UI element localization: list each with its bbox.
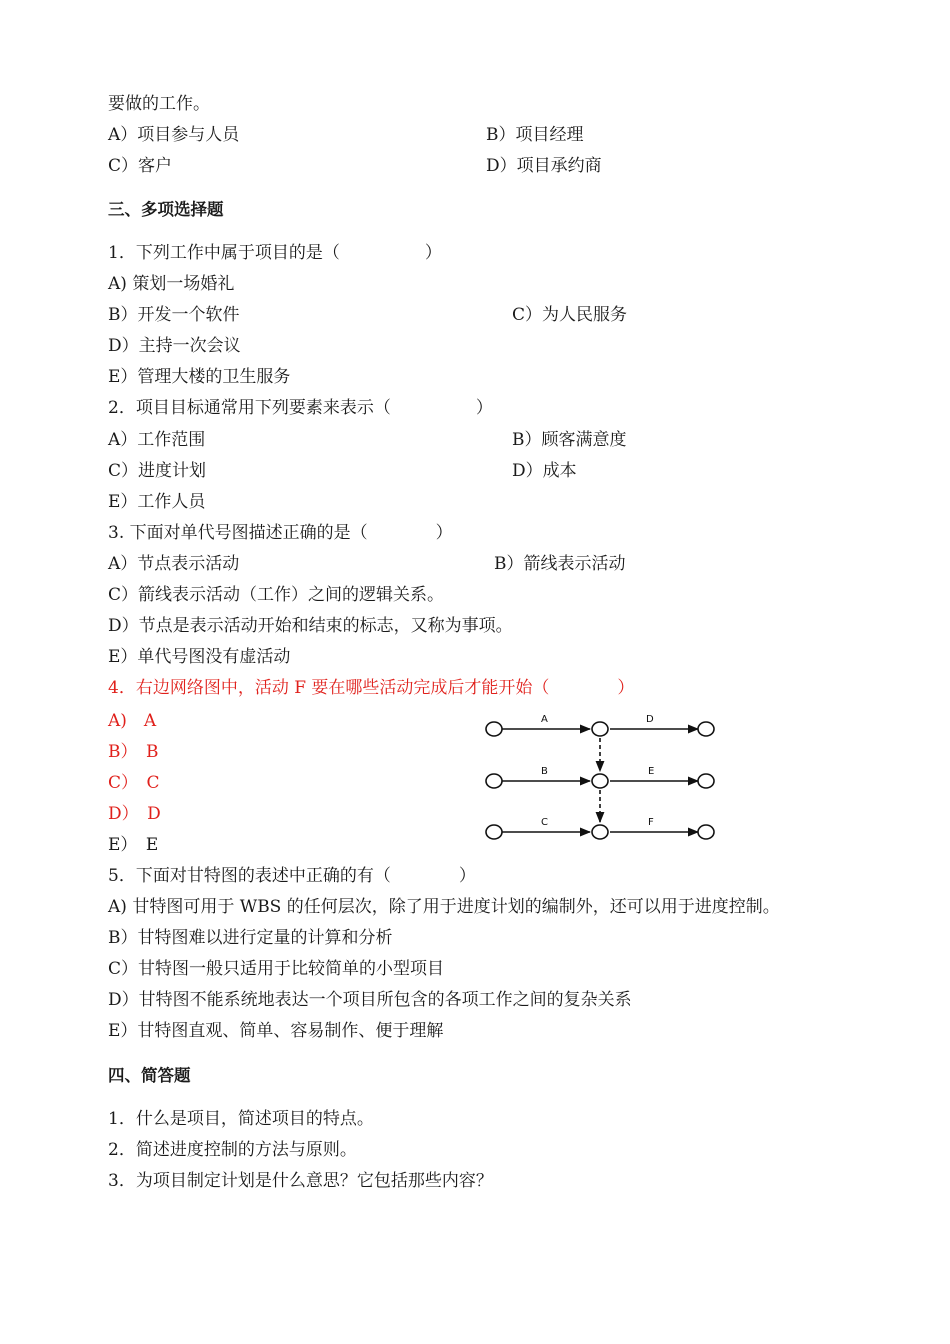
- q2-option-d: D）成本: [512, 461, 577, 481]
- node: [592, 774, 608, 788]
- prev-option-a: A）项目参与人员: [108, 125, 240, 145]
- q2-option-b: B）顾客满意度: [512, 430, 627, 450]
- q5-option-a: A) 甘特图可用于 WBS 的任何层次，除了用于进度计划的编制外，还可以用于进度控制。: [108, 897, 780, 917]
- q1-option-d: D）主持一次会议: [108, 336, 241, 356]
- q3-stem: 3. 下面对单代号图描述正确的是（ ）: [108, 523, 453, 543]
- q3-option-c: C）箭线表示活动（工作）之间的逻辑关系。: [108, 585, 445, 605]
- node: [486, 825, 502, 839]
- q1-option-c: C）为人民服务: [512, 305, 628, 325]
- node: [698, 774, 714, 788]
- q5-option-e: E）甘特图直观、简单、容易制作、便于理解: [108, 1021, 444, 1041]
- q5-option-d: D）甘特图不能系统地表达一个项目所包含的各项工作之间的复杂关系: [108, 990, 632, 1010]
- q3-option-a: A）节点表示活动: [108, 554, 240, 574]
- q4-option-d: D） D: [108, 804, 161, 824]
- q3-option-d: D）节点是表示活动开始和结束的标志，又称为事项。: [108, 616, 513, 636]
- prev-option-b: B）项目经理: [486, 125, 584, 145]
- q3-option-e: E）单代号图没有虚活动: [108, 647, 291, 667]
- prev-option-d: D）项目承约商: [486, 156, 602, 176]
- label-b: B: [541, 766, 548, 777]
- section4-title: 四、简答题: [108, 1066, 191, 1085]
- q2-option-e: E）工作人员: [108, 492, 206, 512]
- q5-option-b: B）甘特图难以进行定量的计算和分析: [108, 928, 393, 948]
- short-answer-1: 1．什么是项目，简述项目的特点。: [108, 1109, 374, 1129]
- q1-option-b: B）开发一个软件: [108, 305, 240, 325]
- q4-option-a: A) A: [108, 711, 157, 731]
- q2-option-c: C）进度计划: [108, 461, 207, 481]
- q1-stem: 1．下列工作中属于项目的是（ ）: [108, 243, 442, 263]
- q4-stem: 4．右边网络图中，活动 F 要在哪些活动完成后才能开始（ ）: [108, 678, 635, 698]
- q1-option-e: E）管理大楼的卫生服务: [108, 367, 291, 387]
- short-answer-2: 2．简述进度控制的方法与原则。: [108, 1140, 357, 1160]
- section3-title: 三、多项选择题: [108, 200, 224, 219]
- q5-stem: 5．下面对甘特图的表述中正确的有（ ）: [108, 866, 476, 886]
- prev-option-c: C）客户: [108, 156, 173, 176]
- q3-option-b: B）箭线表示活动: [494, 554, 626, 574]
- label-d: D: [646, 714, 654, 725]
- q4-option-c: C） C: [108, 773, 160, 793]
- label-a: A: [541, 714, 548, 725]
- node: [592, 825, 608, 839]
- node: [698, 825, 714, 839]
- label-c: C: [541, 817, 548, 828]
- label-e: E: [648, 766, 655, 777]
- q4-option-e: E） E: [108, 835, 159, 855]
- node: [592, 722, 608, 736]
- network-diagram: [478, 705, 728, 850]
- q5-option-c: C）甘特图一般只适用于比较简单的小型项目: [108, 959, 445, 979]
- q1-option-a: A) 策划一场婚礼: [108, 274, 235, 294]
- prev-question-tail: 要做的工作。: [108, 94, 210, 114]
- q2-stem: 2．项目目标通常用下列要素来表示（ ）: [108, 398, 493, 418]
- label-f: F: [648, 817, 654, 828]
- q2-option-a: A）工作范围: [108, 430, 206, 450]
- q4-option-b: B） B: [108, 742, 159, 762]
- node: [698, 722, 714, 736]
- short-answer-3: 3．为项目制定计划是什么意思？它包括那些内容？: [108, 1171, 493, 1191]
- node: [486, 722, 502, 736]
- node: [486, 774, 502, 788]
